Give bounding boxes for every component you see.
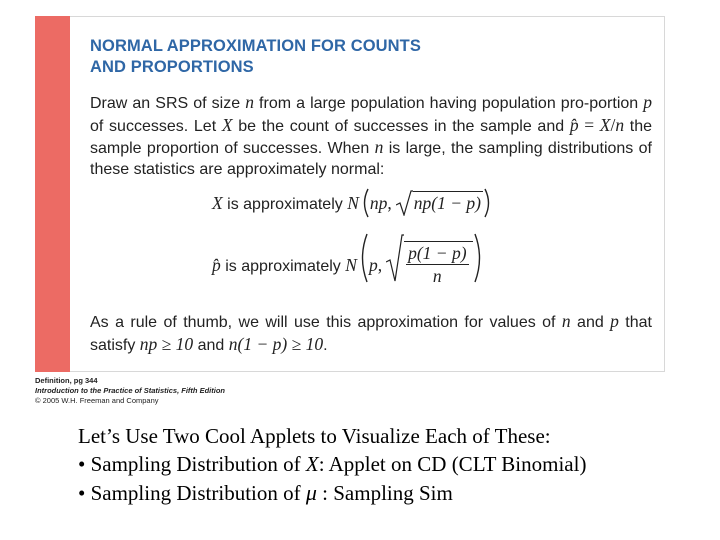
fraction-denominator: n bbox=[432, 266, 442, 286]
source-credit bbox=[35, 376, 225, 406]
normal-symbol: N bbox=[347, 193, 359, 213]
credit-line-1: Definition, pg 344 bbox=[35, 376, 98, 385]
phat-symbol: μ bbox=[305, 480, 317, 505]
right-paren-icon bbox=[483, 188, 494, 218]
sqrt-icon bbox=[386, 234, 404, 282]
bullet-proportion-applet: • Sampling Distribution of μ : Sampling Sim bbox=[78, 480, 453, 505]
rule-of-thumb-paragraph: As a rule of thumb, we will use this approximation for values of n and p that satisfy np ≥ 10 and n(1 − p) ≥ 10. bbox=[90, 311, 652, 354]
fraction-numerator: p(1 − p) bbox=[408, 243, 467, 263]
credit-line-2: Introduction to the Practice of Statistics, Fifth Edition bbox=[35, 386, 226, 395]
definition-paragraph: Draw an SRS of size n from a large population having population pro-portion p of successes. Let X be the count of successes in the sample and p̂ = X/n the sample proportion of successes. When n is large, the sampling distributions of these statistics are approximately normal: bbox=[90, 92, 653, 178]
definition-title: NORMAL APPROXIMATION FOR COUNTS AND PROPORTIONS bbox=[90, 37, 421, 76]
left-paren-icon bbox=[357, 233, 369, 283]
accent-bar bbox=[35, 16, 70, 372]
left-paren-icon bbox=[359, 188, 370, 218]
formula-variable-phat: p̂ bbox=[212, 255, 221, 275]
slide-heading: Let’s Use Two Cool Applets to Visualize Each of These: bbox=[78, 424, 551, 448]
right-paren-icon bbox=[473, 233, 485, 283]
proportion-formula: p̂ is approximately N p, $\frac{p(1 - p)}{n}$ bbox=[212, 233, 485, 287]
formula-text: is approximately bbox=[222, 196, 348, 213]
count-formula: X is approximately N np, np(1 − p) bbox=[212, 188, 494, 218]
credit-line-3: © 2005 W.H. Freeman and Company bbox=[35, 396, 159, 405]
normal-symbol: N bbox=[345, 255, 357, 275]
fraction bbox=[404, 241, 472, 287]
sqrt-icon bbox=[396, 190, 413, 216]
formula-variable-x: X bbox=[212, 193, 223, 213]
formula-text: is approximately bbox=[220, 258, 346, 275]
bullet-count-applet: • Sampling Distribution of X: Applet on CD (CLT Binomial) bbox=[78, 452, 587, 476]
